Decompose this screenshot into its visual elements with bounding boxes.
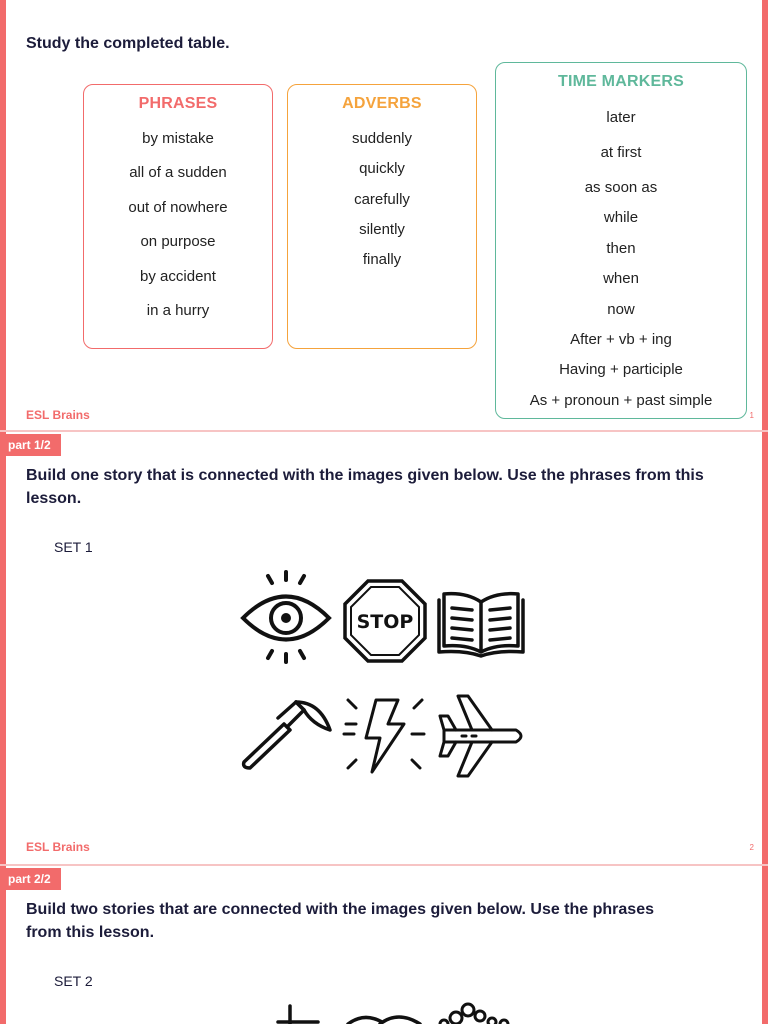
task-heading: Build one story that is connected with the images given below. Use the phrases from this lesson. xyxy=(26,467,704,507)
adverb-item: carefully xyxy=(354,191,410,208)
phrases-box xyxy=(83,84,273,349)
stop-sign-icon xyxy=(342,578,428,664)
adverb-item: silently xyxy=(359,221,405,238)
time-markers-box xyxy=(495,62,747,419)
cross-icon xyxy=(268,1004,328,1024)
adverbs-title: ADVERBS xyxy=(342,95,422,112)
phrase-item: out of nowhere xyxy=(128,199,228,216)
page-number: 2 xyxy=(749,843,754,852)
phrase-item: in a hurry xyxy=(146,302,210,319)
time-marker-item: when xyxy=(603,270,639,287)
page-title: Study the completed table. xyxy=(26,35,230,52)
phrase-item: all of a sudden xyxy=(129,164,227,181)
phrases-title: PHRASES xyxy=(138,95,218,112)
eye-icon xyxy=(238,570,334,664)
time-marker-item: while xyxy=(603,209,639,226)
set-label: SET 1 xyxy=(54,539,93,555)
page-1 xyxy=(0,0,768,430)
phrase-item: on purpose xyxy=(140,233,216,250)
set-label: SET 2 xyxy=(54,973,93,989)
time-marker-item: then xyxy=(606,240,636,257)
airplane-icon xyxy=(438,692,528,780)
page-2 xyxy=(0,430,768,864)
time-marker-item: As + pronoun + past simple xyxy=(529,392,713,409)
open-book-icon xyxy=(436,588,526,658)
adverb-item: finally xyxy=(362,251,402,268)
page-number: 1 xyxy=(749,411,754,420)
time-marker-item: Having + participle xyxy=(559,361,683,378)
adverb-item: quickly xyxy=(359,160,405,177)
lightning-icon xyxy=(342,694,428,776)
time-marker-item: at first xyxy=(600,144,642,161)
time-markers-title: TIME MARKERS xyxy=(558,73,684,90)
axe-icon xyxy=(238,696,334,772)
task-heading: Build two stories that are connected with the images given below. Use the phrases from this lesson. xyxy=(26,901,654,941)
part-tag: part 1/2 xyxy=(0,434,61,456)
phrase-item: by mistake xyxy=(142,130,214,147)
leaf-icon xyxy=(344,1012,428,1024)
time-marker-item: as soon as xyxy=(584,179,658,196)
stop-sign-text: STOP xyxy=(356,611,414,633)
time-marker-item: now xyxy=(607,301,635,318)
bubbles-icon xyxy=(436,1002,520,1024)
brand-footer: ESL Brains xyxy=(26,840,90,854)
brand-footer: ESL Brains xyxy=(26,408,90,422)
time-marker-item: After + vb + ing xyxy=(570,331,672,348)
adverbs-box xyxy=(287,84,477,349)
page-divider xyxy=(0,864,768,866)
page-3 xyxy=(0,864,768,1024)
phrase-item: by accident xyxy=(140,268,216,285)
page-divider xyxy=(0,430,768,432)
part-tag: part 2/2 xyxy=(0,868,61,890)
adverb-item: suddenly xyxy=(351,130,413,147)
time-marker-item: later xyxy=(606,109,636,126)
